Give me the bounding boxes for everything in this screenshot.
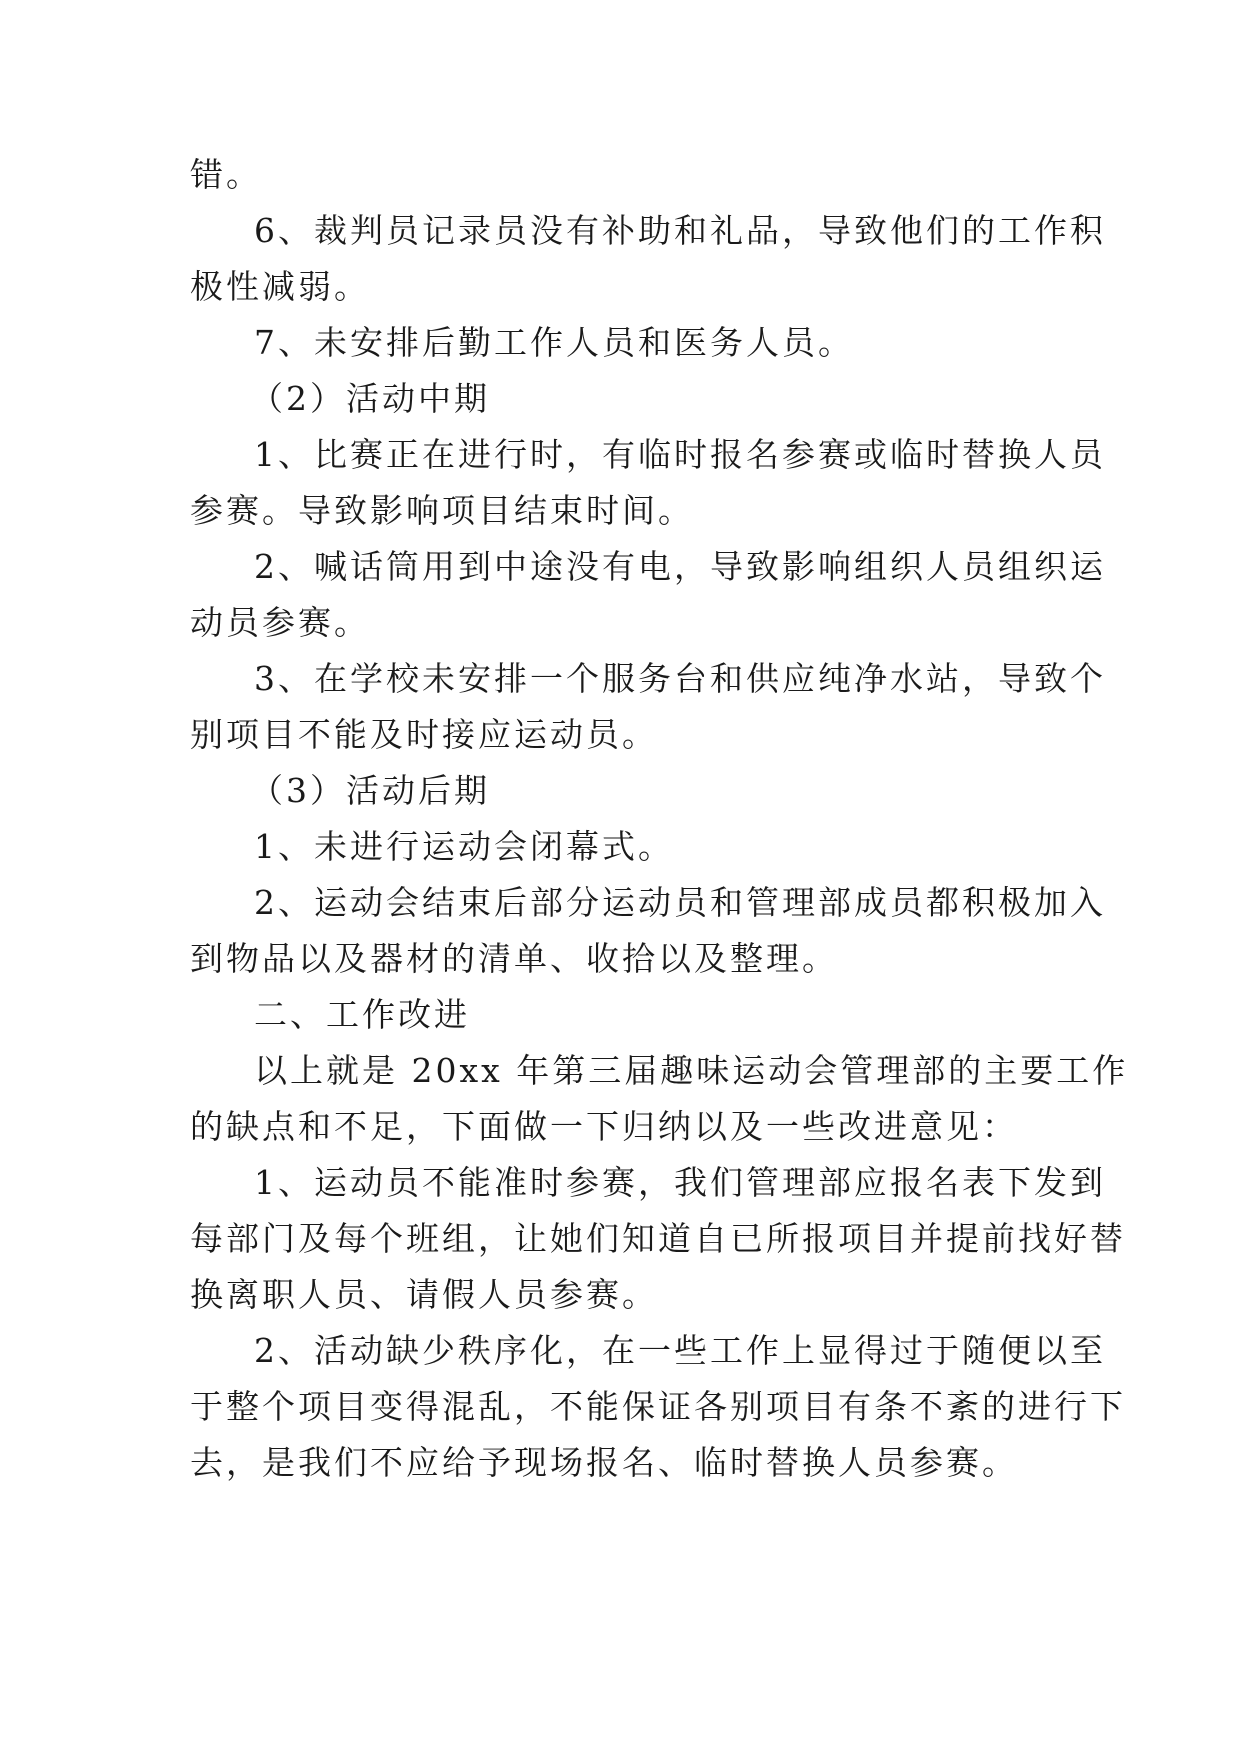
text-line: 到物品以及器材的清单、收拾以及整理。	[190, 939, 838, 978]
text-line: 参赛。导致影响项目结束时间。	[190, 491, 694, 530]
text-line: 换离职人员、请假人员参赛。	[190, 1275, 658, 1314]
section-heading-improvements: 二、工作改进	[254, 995, 470, 1034]
text-line-item-1: 1、比赛正在进行时，有临时报名参赛或临时替换人员	[254, 435, 1106, 474]
text-line: 于整个项目变得混乱，不能保证各别项目有条不紊的进行下	[190, 1387, 1126, 1426]
text-line-item-1: 1、未进行运动会闭幕式。	[254, 827, 674, 866]
text-line-item-2: 2、运动会结束后部分运动员和管理部成员都积极加入	[254, 883, 1106, 922]
text-line-item-6: 6、裁判员记录员没有补助和礼品，导致他们的工作积	[254, 211, 1106, 250]
text-line-intro: 以上就是 20xx 年第三届趣味运动会管理部的主要工作	[254, 1051, 1129, 1090]
text-line-item-2: 2、喊话筒用到中途没有电，导致影响组织人员组织运	[254, 547, 1106, 586]
text-line-item-2: 2、活动缺少秩序化，在一些工作上显得过于随便以至	[254, 1331, 1106, 1370]
section-heading-late-phase: （3）活动后期	[250, 771, 490, 810]
text-line: 每部门及每个班组，让她们知道自已所报项目并提前找好替	[190, 1219, 1126, 1258]
text-line: 别项目不能及时接应运动员。	[190, 715, 658, 754]
section-heading-mid-phase: （2）活动中期	[250, 379, 490, 418]
text-line-item-7: 7、未安排后勤工作人员和医务人员。	[254, 323, 854, 362]
text-line: 极性减弱。	[190, 267, 370, 306]
text-line: 去，是我们不应给予现场报名、临时替换人员参赛。	[190, 1443, 1018, 1482]
text-line: 的缺点和不足，下面做一下归纳以及一些改进意见：	[190, 1107, 1018, 1146]
text-line: 动员参赛。	[190, 603, 370, 642]
text-line-item-1: 1、运动员不能准时参赛，我们管理部应报名表下发到	[254, 1163, 1106, 1202]
text-line-continuation: 错。	[190, 155, 262, 194]
text-line-item-3: 3、在学校未安排一个服务台和供应纯净水站，导致个	[254, 659, 1106, 698]
